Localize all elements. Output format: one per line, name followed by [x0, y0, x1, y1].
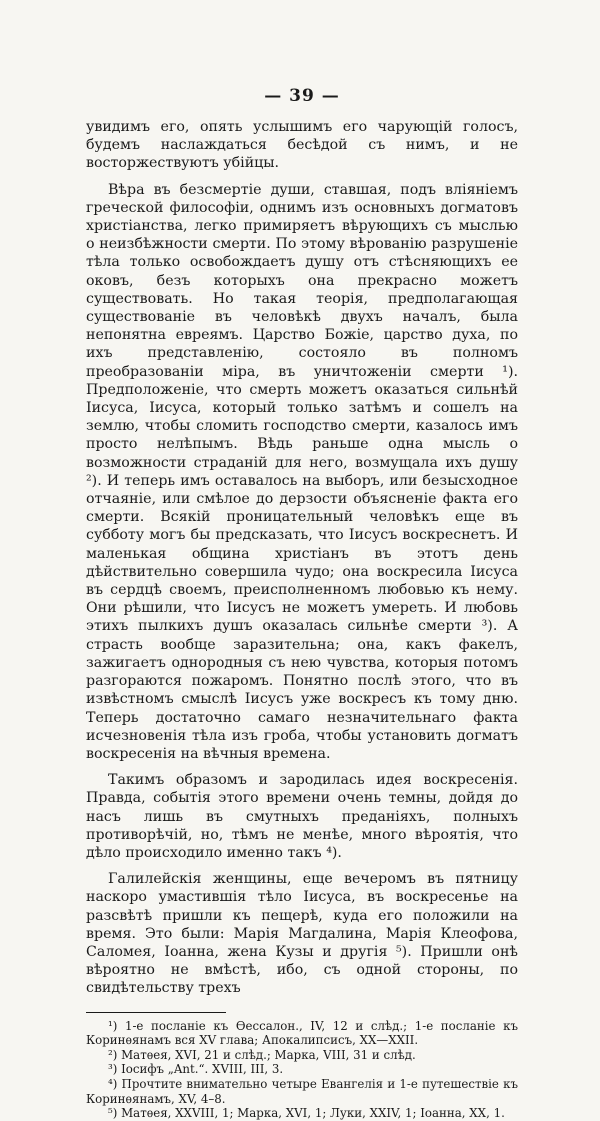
footnote: ¹) 1-е посланіе къ Ѳессалон., IV, 12 и слѣд.; 1-е посланіе къ Коринѳянамъ вся XV глава; Апокалипсисъ, XX—XXII.: [86, 1018, 518, 1048]
footnote-divider: [86, 1012, 226, 1013]
footnote: ⁴) Прочтите внимательно четыре Евангелія и 1-е путешествіе къ Коринѳянамъ, XV, 4–8.: [86, 1076, 518, 1106]
paragraph: увидимъ его, опять услышимъ его чарующій голосъ, будемъ наслаждаться бесѣдой съ нимъ, и не восторжествуютъ убійцы.: [86, 119, 518, 172]
footnote: ⁵) Матѳея, XXVIII, 1; Марка, XVI, 1; Луки, XXIV, 1; Іоанна, XX, 1.: [108, 1106, 505, 1121]
paragraph: Галилейскія женщины, еще вечеромъ въ пятницу наскоро умастившія тѣло Іисуса, въ воскресенье на разсвѣтѣ пришли къ пещерѣ, куда его положили на время. Это были: Марія Магдалина, Марія Клеофова, Саломея, Іоанна, жена Кузы и другія ⁵). Пришли онѣ вѣроятно не вмѣстѣ, ибо, съ одной стороны, по свидѣтельству трехъ: [86, 871, 518, 997]
footnote: ³) Іосифъ „Ant.“. XVIII, III, 3.: [108, 1062, 284, 1077]
footnotes: [86, 1019, 518, 1121]
page-number: — 39 —: [264, 86, 340, 106]
paragraph: Такимъ образомъ и зародилась идея воскресенія. Правда, событія этого времени очень темны, дойдя до насъ лишь въ смутныхъ преданіяхъ, полныхъ противорѣчій, но, тѣмъ не менѣе, много вѣроятія, что дѣло происходило именно такъ ⁴).: [86, 772, 518, 861]
paragraph: Вѣра въ безсмертіе души, ставшая, подъ вліяніемъ греческой философіи, однимъ изъ основныхъ догматовъ христіанства, легко примиряетъ вѣрующихъ съ мыслью о неизбѣжности смерти. По этому вѣрованію разрушеніе тѣла только освобождаетъ душу отъ стѣсняющихъ ее оковъ, безъ которыхъ она прекрасно можетъ существовать. Но такая теорія, предполагающая существованіе въ человѣкѣ двухъ началъ, была непонятна евреямъ. Царство Божіе, царство духа, по ихъ представленію, состояло въ полномъ преобразованіи міра, въ уничтоженіи смерти ¹). Предположеніе, что смерть можетъ оказаться сильнѣй Іисуса, Іисуса, который только затѣмъ и сошелъ на землю, чтобы сломить господство смерти, казалось имъ просто нелѣпымъ. Вѣдь раньше одна мысль о возможности страданій для него, возмущала ихъ душу ²). И теперь имъ оставалось на выборъ, или безысходное отчаяніе, или смѣлое до дерзости объясненіе факта его смерти. Всякій проницательный человѣкъ еще въ субботу могъ бы предсказать, что Іисусъ воскреснетъ. И маленькая община христіанъ въ этотъ день дѣйствительно совершила чудо; она воскресила Іисуса въ сердцѣ своемъ, преисполненномъ любовью къ нему. Они рѣшили, что Іисусъ не можетъ умереть. И любовь этихъ пылкихъ душъ оказалась сильнѣе смерти ³). А страсть вообще заразительна; она, какъ факелъ, зажигаетъ однородныя съ нею чувства, которыя потомъ разгораются пожаромъ. Понятно послѣ этого, что въ извѣстномъ смыслѣ Іисусъ уже воскресъ къ тому дню. Теперь достаточно самаго незначительнаго факта исчезновенія тѣла изъ гроба, чтобы установить догматъ воскресенія на вѣчныя времена.: [86, 181, 518, 762]
body-text: [86, 118, 518, 998]
footnote: ²) Матѳея, XVI, 21 и слѣд.; Марка, VIII, 31 и слѣд.: [108, 1047, 416, 1062]
